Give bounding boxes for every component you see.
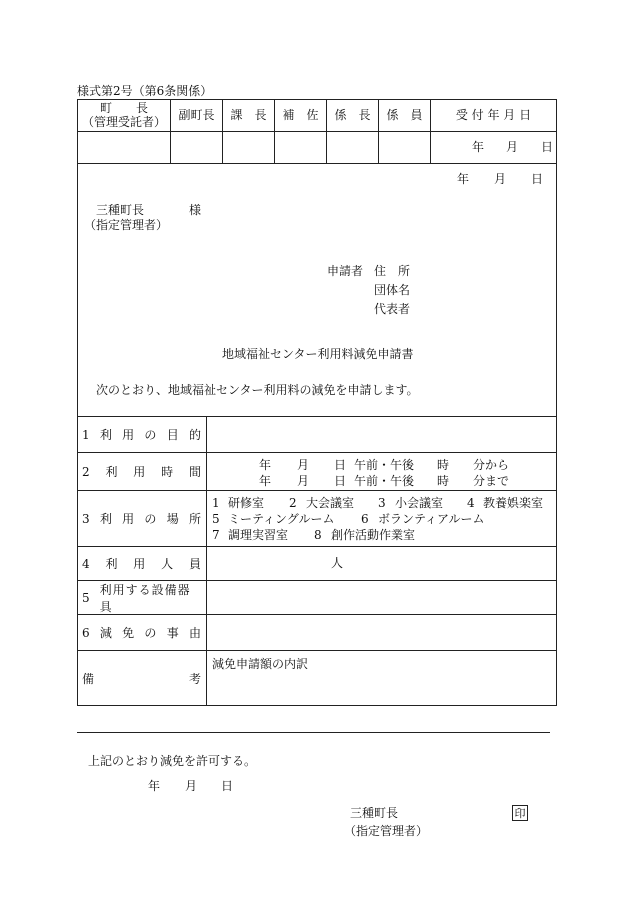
- application-year: 年: [457, 172, 470, 186]
- received-year: 年: [472, 140, 485, 154]
- from-month: 月: [297, 458, 310, 472]
- section-chief-header: 課 長: [230, 107, 267, 122]
- mayor-stamp-cell[interactable]: [78, 132, 170, 163]
- remarks-content: 減免申請額の内訳: [212, 657, 309, 671]
- subsection-chief-stamp-cell[interactable]: [327, 132, 378, 163]
- received-day: 日: [541, 140, 554, 154]
- equipment-label: 5 利用する設備器具: [82, 582, 191, 614]
- honorific: 様: [189, 203, 202, 217]
- approval-day: 日: [221, 779, 234, 793]
- remarks-label: 備 考: [82, 672, 201, 686]
- assistant-stamp-cell[interactable]: [275, 132, 326, 163]
- received-date-header: 受 付 年 月 日: [455, 107, 532, 122]
- manager-label: （管理受託者）: [81, 114, 166, 129]
- addressee: 三種町長: [96, 203, 145, 217]
- approval-year: 年: [148, 779, 161, 793]
- form-title: 地域福祉センター利用料減免申請書: [222, 347, 414, 361]
- approval-month: 月: [185, 779, 198, 793]
- purpose-label: 1 利 用 の 目 的: [82, 427, 201, 442]
- from-minute: 分から: [473, 458, 510, 472]
- from-day: 日: [334, 458, 347, 472]
- application-month: 月: [494, 172, 507, 186]
- to-minute: 分まで: [473, 474, 510, 488]
- mayor-label: 町 長: [99, 100, 148, 115]
- approval-designated-manager: （指定管理者）: [344, 824, 429, 838]
- to-ampm: 午前・午後: [354, 474, 415, 488]
- to-year: 年: [259, 474, 272, 488]
- applicant-label: 申請者: [327, 264, 364, 278]
- application-day: 日: [531, 172, 544, 186]
- designated-manager: （指定管理者）: [84, 218, 169, 232]
- section-chief-stamp-cell[interactable]: [223, 132, 274, 163]
- subsection-chief-header: 係 長: [334, 107, 371, 122]
- remarks-field[interactable]: [207, 651, 556, 706]
- purpose-field[interactable]: [207, 417, 556, 452]
- time-label: 2 利 用 時 間: [82, 464, 201, 479]
- reason-field[interactable]: [207, 615, 556, 650]
- application-body: 次のとおり、地域福祉センター利用料の減免を申請します。: [96, 383, 419, 397]
- staff-header: 係 員: [386, 107, 423, 122]
- approval-separator: [77, 732, 550, 733]
- users-field[interactable]: [207, 547, 556, 580]
- from-ampm: 午前・午後: [354, 458, 415, 472]
- assistant-header: 補 佐: [282, 107, 319, 122]
- users-unit: 人: [331, 556, 344, 570]
- address-label: 住 所: [374, 264, 411, 278]
- approval-mayor: 三種町長: [350, 806, 399, 820]
- received-month: 月: [506, 140, 519, 154]
- representative-label: 代表者: [374, 302, 411, 316]
- from-hour: 時: [437, 458, 450, 472]
- staff-stamp-cell[interactable]: [379, 132, 430, 163]
- header-bottom-line: [77, 163, 557, 164]
- reason-label: 6 減 免 の 事 由: [82, 625, 201, 640]
- approval-text: 上記のとおり減免を許可する。: [88, 754, 257, 768]
- group-label: 団体名: [374, 283, 411, 297]
- equipment-field[interactable]: [207, 581, 556, 614]
- to-day: 日: [334, 474, 347, 488]
- seal-icon: 印: [512, 805, 528, 821]
- vice-mayor-stamp-cell[interactable]: [171, 132, 222, 163]
- users-label: 4 利 用 人 員: [82, 556, 201, 571]
- to-month: 月: [297, 474, 310, 488]
- mayor-header: [78, 100, 170, 131]
- application-form-page: 様式第2号（第6条関係） 町 長 （管理受託者） 副町長 課 長 補 佐 係 長 係 員 受 付 年 月 日 年 月 日 年 月 日 三種町長 様 （指定管理者） 申請者 住 所 団体名 代表者 地域福祉センター利用料減免申請書 次のとおり、地域福祉センター利用料の減免を申請します。 1 利 用 の 目 的 2 利 用 時 間 年 月 日 午前・午後 時 分から 年 月 日 午前・午後 時 分まで 3 利 用 の 場 所 1 研修室 2 大会議室 3 小会議室 4 教養娯楽室 5 ミーティングルーム 6 ボランティアルーム 7 調理実習室 8 創作活動作業室 4 利 用 人 員 人 5 利用する設備器具 6 減 免 の 事 由 備 考 減免申請額の内訳 上記のとおり減免を許可する。 年 月 日 三種町長 印 （指定管理者）: [0, 0, 630, 915]
- vice-mayor-header: 副町長: [178, 107, 215, 122]
- place-label: 3 利 用 の 場 所: [82, 511, 201, 526]
- to-hour: 時: [437, 474, 450, 488]
- from-year: 年: [259, 458, 272, 472]
- form-number: 様式第2号（第6条関係）: [77, 84, 213, 98]
